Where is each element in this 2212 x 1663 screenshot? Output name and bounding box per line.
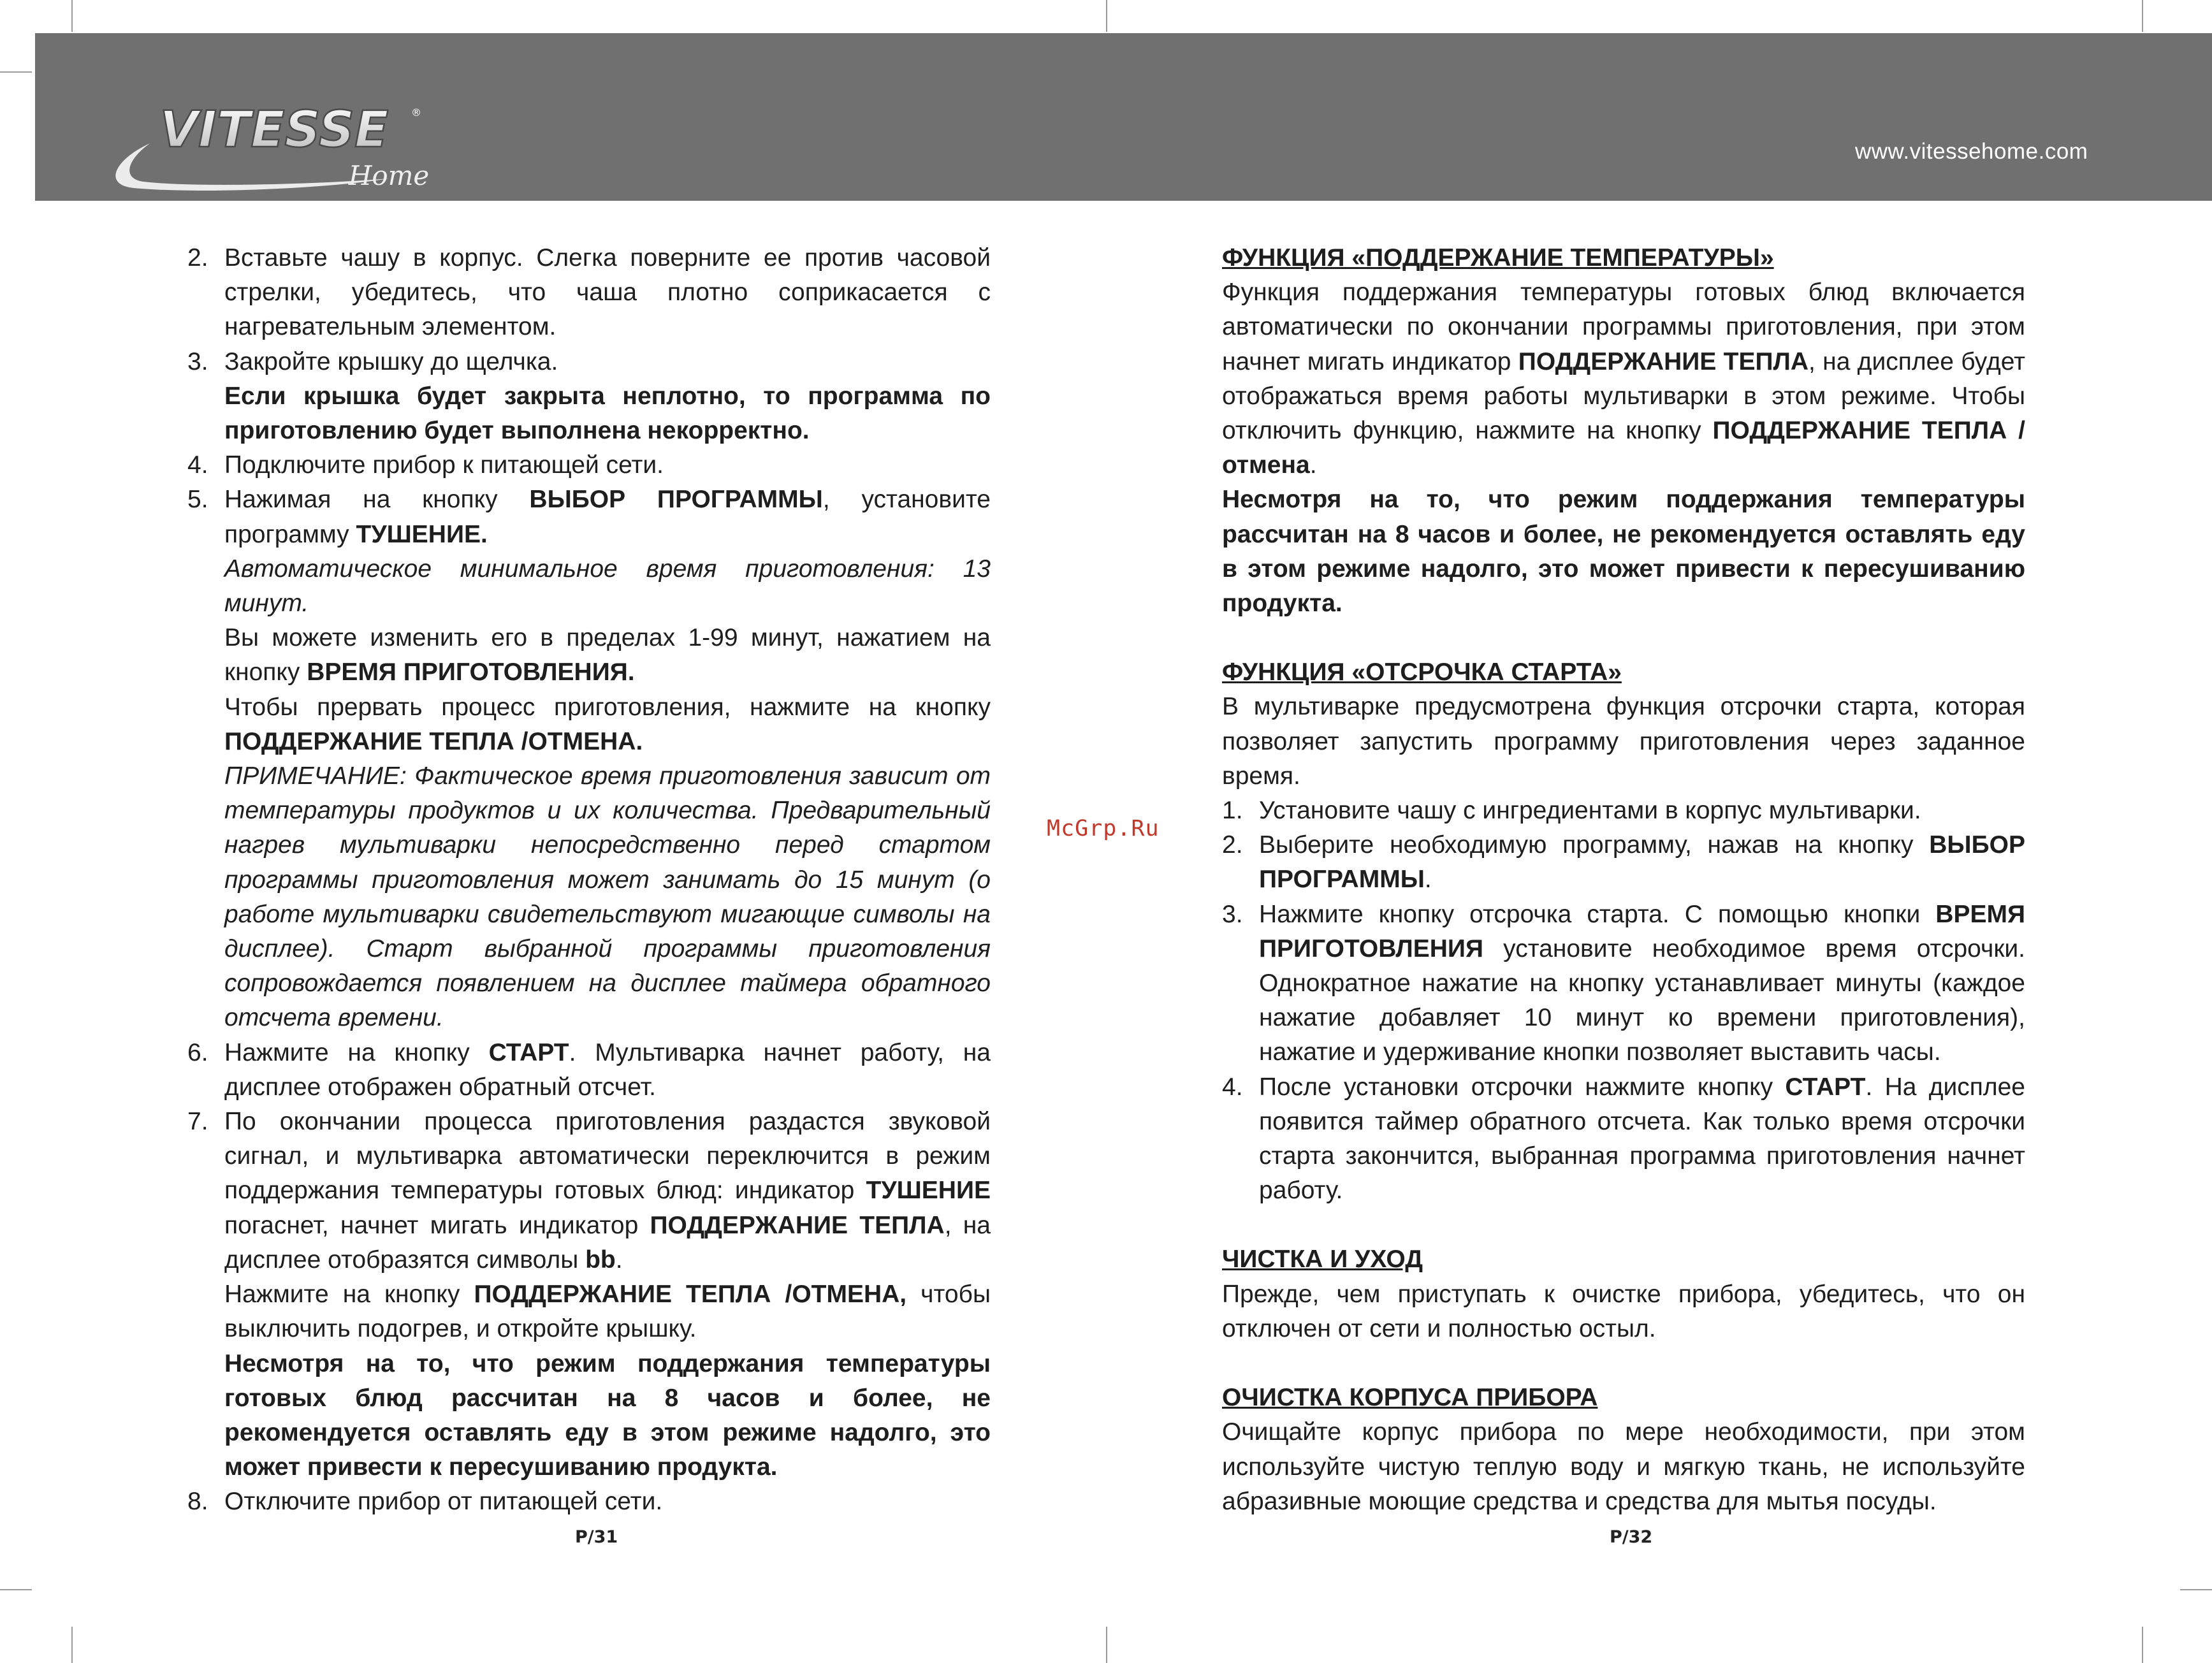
vitesse-logo [89,64,446,198]
list-item [187,448,991,483]
item-number: 4. [1222,1073,1243,1101]
section-text: Функция поддержания температуры готовых блюд включается автоматически по окончании программы приготовления, при этом начнет мигать индикатор ПОДДЕРЖАНИЕ ТЕПЛА, на дисплее будет отображаться время работы мультиварки в этом режиме. Чтобы отключить функцию, нажмите на кнопку ПОДДЕРЖАНИЕ ТЕПЛА /отмена. [1222,279,2025,479]
section-heading: ФУНКЦИЯ «ОТСРОЧКА СТАРТА» [1222,658,1622,686]
warning-text: Несмотря на то, что режим поддержания температуры рассчитан на 8 часов и более, не рекомендуется оставлять еду в этом режиме надолго, это может привести к пересушиванию продукта. [1222,486,2025,618]
list-item [1222,897,2025,1070]
item-text: Нажимая на кнопку ВЫБОР ПРОГРАММЫ, установите программу ТУШЕНИЕ. [224,486,991,548]
svg-text:®: ® [411,106,421,119]
item-text: По окончании процесса приготовления раздастся звуковой сигнал, и мультиварка автоматически переключится в режим поддержания температуры готовых блюд: индикатор ТУШЕНИЕ погаснет, начнет мигать индикатор ПОДДЕРЖАНИЕ ТЕПЛА, на дисплее отобразятся символы bb. [224,1108,991,1274]
section-heading: ЧИСТКА И УХОД [1222,1245,1423,1274]
crop-mark [1106,0,1107,32]
website-url: www.vitessehome.com [1855,139,2088,164]
list-item [187,1036,991,1105]
press-cancel-text: Нажмите на кнопку ПОДДЕРЖАНИЕ ТЕПЛА /ОТМЕНА, чтобы выключить подогрев, и откройте крышку. [224,1281,991,1343]
item-number: 8. [187,1488,208,1516]
section-text: Очищайте корпус прибора по мере необходимости, при этом используйте чистую теплую воду и мягкую ткань, не используйте абразивные моющие средства и средства для мытья посуды. [1222,1418,2025,1515]
list-item [187,1485,991,1519]
list-item [1222,828,2025,897]
list-item [1222,794,2025,828]
item-number: 3. [187,347,208,375]
crop-mark [0,71,32,73]
note-text: ПРИМЕЧАНИЕ: Фактическое время приготовления зависит от температуры продуктов и их количества. Предварительный нагрев мультиварки непосредственно перед стартом программы приготовления может занимать до 15 минут (о работе мультиварки свидетельствуют мигающие символы на дисплее). Старт выбранной программы приготовления сопровождается появлением на дисплее таймера обратного отсчета времени. [224,762,991,1032]
item-number: 2. [1222,831,1243,859]
list-item [187,1105,991,1277]
crop-mark [1106,1627,1107,1663]
item-text: Выберите необходимую программу, нажав на кнопку ВЫБОР ПРОГРАММЫ. [1259,831,2025,894]
crop-mark [2142,1627,2143,1663]
item-number: 2. [187,244,208,272]
item-number: 5. [187,486,208,514]
crop-mark [2180,1589,2212,1590]
change-time-text: Вы можете изменить его в пределах 1-99 минут, нажатием на кнопку ВРЕМЯ ПРИГОТОВЛЕНИЯ. [224,624,991,686]
item-text: Вставьте чашу в корпус. Слегка поверните ее против часовой стрелки, убедитесь, что чаша плотно соприкасается с нагревательным элементом. [224,244,991,341]
item-number: 7. [187,1108,208,1136]
left-column [187,241,991,1520]
item-text: Нажмите на кнопку СТАРТ. Мультиварка начнет работу, на дисплее отображен обратный отсчет. [224,1038,991,1101]
list-item [1222,1070,2025,1209]
item-text: Закройте крышку до щелчка. [224,347,558,375]
item-number: 6. [187,1038,208,1066]
crop-mark [71,0,73,32]
list-item [187,483,991,551]
watermark: McGrp.Ru [1047,816,1160,841]
stop-text: Чтобы прервать процесс приготовления, нажмите на кнопку ПОДДЕРЖАНИЕ ТЕПЛА /ОТМЕНА. [224,693,991,755]
item-text: После установки отсрочки нажмите кнопку СТАРТ. На дисплее появится таймер обратного отсчета. Как только время отсрочки старта закончится, выбранная программа приготовления начнет работу. [1259,1073,2025,1205]
crop-mark [2142,0,2143,32]
auto-time-note: Автоматическое минимальное время приготовления: 13 минут. [224,555,991,618]
svg-text:Home: Home [348,160,430,191]
item-number: 1. [1222,797,1243,825]
list-item [187,345,991,379]
crop-mark [0,1589,32,1590]
page-number-left: P/31 [575,1527,618,1547]
item-number: 4. [187,451,208,479]
item-number: 3. [1222,900,1243,928]
right-column [1222,241,2025,1519]
section-heading: ФУНКЦИЯ «ПОДДЕРЖАНИЕ ТЕМПЕРАТУРЫ» [1222,244,1774,272]
page-number-right: P/32 [1610,1527,1653,1547]
section-heading: ОЧИСТКА КОРПУСА ПРИБОРА [1222,1384,1598,1412]
section-text: В мультиварке предусмотрена функция отсрочки старта, которая позволяет запустить программу приготовления через заданное время. [1222,693,2025,790]
warning-text: Если крышка будет закрыта неплотно, то программа по приготовлению будет выполнена некорректно. [224,382,991,445]
warning-text: Несмотря на то, что режим поддержания температуры готовых блюд рассчитан на 8 часов и более, не рекомендуется оставлять еду в этом режиме надолго, это может привести к пересушиванию продукта. [224,1349,991,1481]
item-text: Отключите прибор от питающей сети. [224,1488,663,1516]
svg-text:VITESSE: VITESSE [159,101,389,159]
item-text: Нажмите кнопку отсрочка старта. С помощью кнопки ВРЕМЯ ПРИГОТОВЛЕНИЯ установите необходимое время отсрочки. Однократное нажатие на кнопку устанавливает минуты (каждое нажатие добавляет 10 минут ко времени приготовления), нажатие и удерживание кнопки позволяет выставить часы. [1259,900,2025,1066]
item-text: Установите чашу с ингредиентами в корпус мультиварки. [1259,797,1921,825]
crop-mark [71,1627,73,1663]
section-text: Прежде, чем приступать к очистке прибора, убедитесь, что он отключен от сети и полностью остыл. [1222,1280,2025,1342]
list-item [187,241,991,345]
item-text: Подключите прибор к питающей сети. [224,451,664,479]
